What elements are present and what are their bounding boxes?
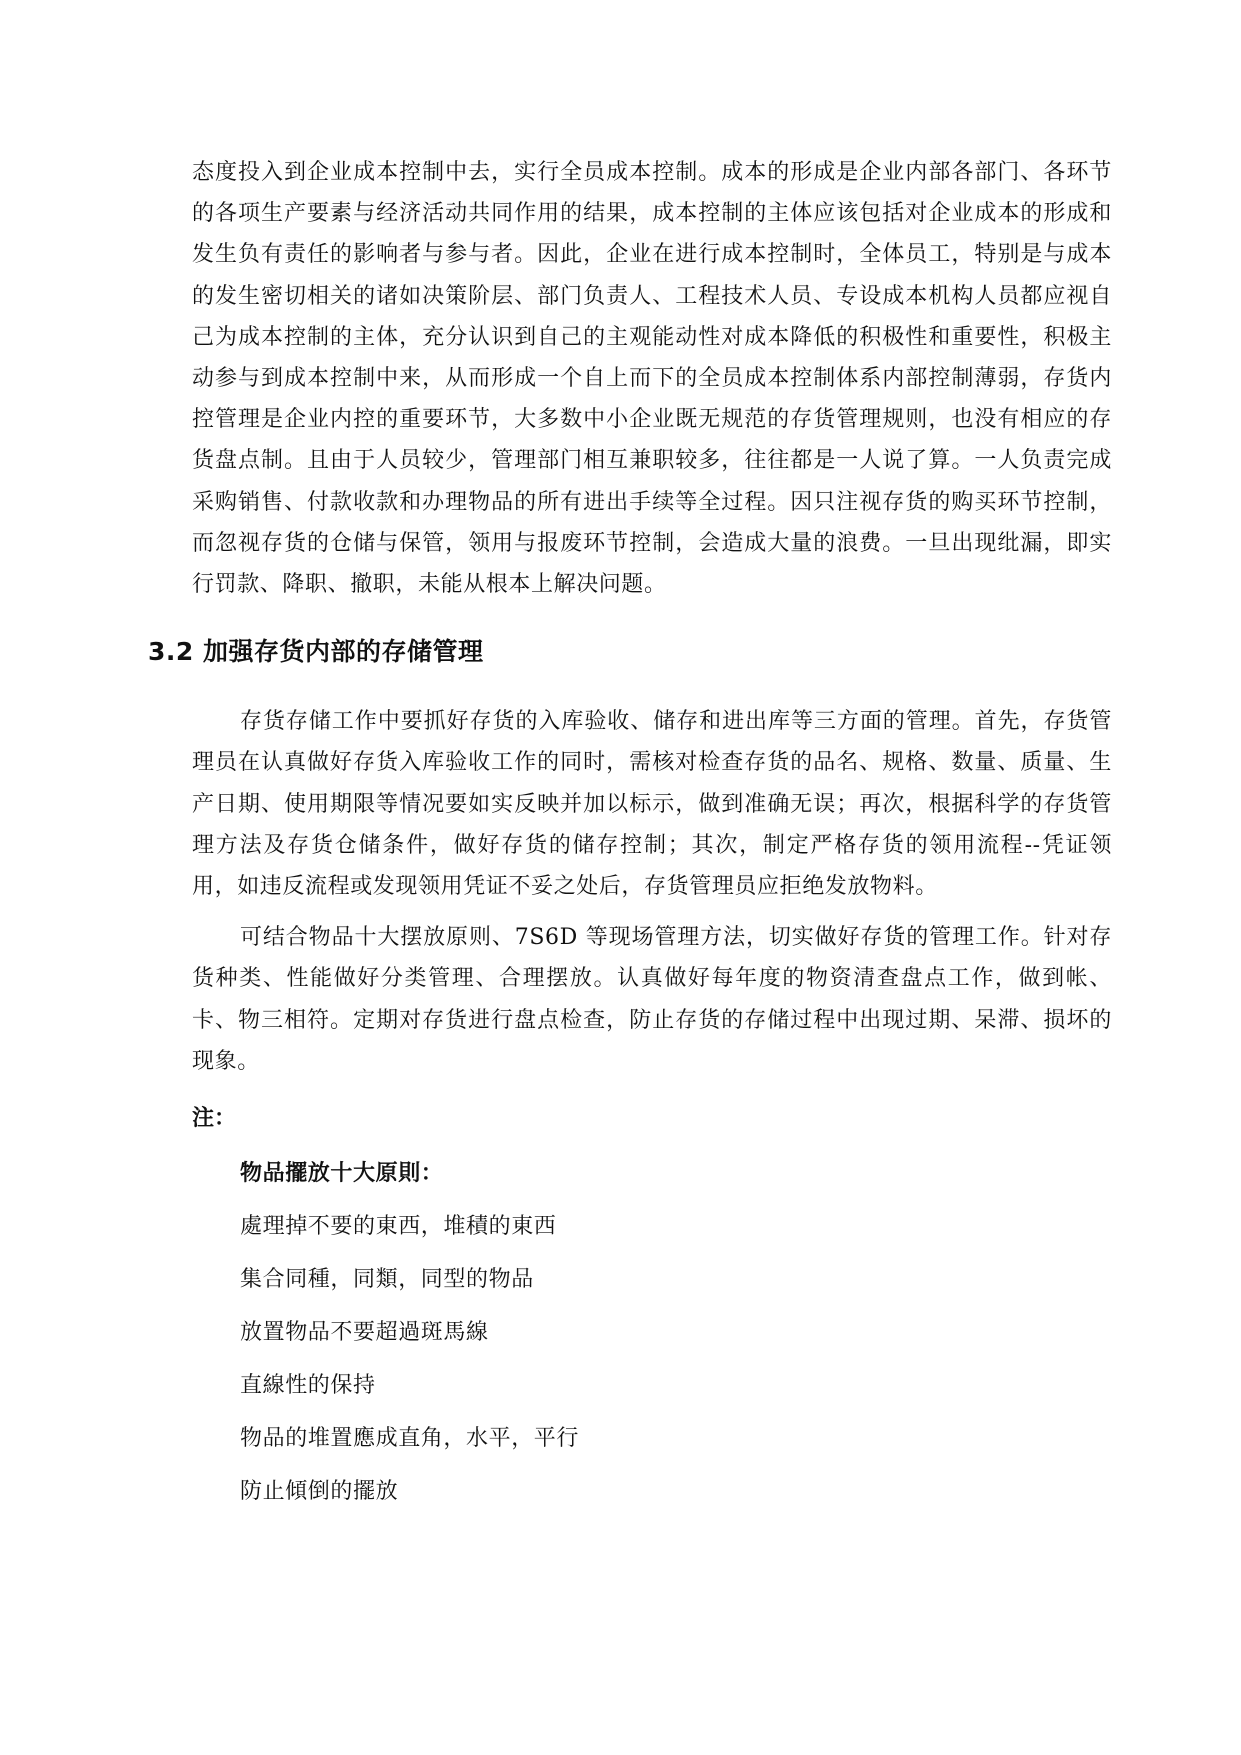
rule-item: 集合同種，同類，同型的物品 bbox=[240, 1267, 534, 1293]
paragraph-storage-management: 存货存储工作中要抓好存货的入库验收、储存和进出库等三方面的管理。首先，存货管理员在认真做好存货入库验收工作的同时，需核对检查存货的品名、规格、数量、质量、生产日期、使用期限等情况要如实反映并加以标示，做到准确无误；再次，根据科学的存货管理方法及存货仓储条件，做好存货的储存控制；其次，制定严格存货的领用流程--凭证领用，如违反流程或发现领用凭证不妥之处后，存货管理员应拒绝发放物料。 bbox=[192, 709, 1112, 900]
note-label: 注： bbox=[192, 1105, 237, 1132]
rule-item: 直線性的保持 bbox=[240, 1373, 376, 1399]
document-body bbox=[148, 152, 1112, 1512]
paragraph-cost-control: 态度投入到企业成本控制中去，实行全员成本控制。成本的形成是企业内部各部门、各环节的各项生产要素与经济活动共同作用的结果，成本控制的主体应该包括对企业成本的形成和发生负有责任的影响者与参与者。因此，企业在进行成本控制时，全体员工，特别是与成本的发生密切相关的诸如决策阶层、部门负责人、工程技术人员、专设成本机构人员都应视自己为成本控制的主体，充分认识到自己的主观能动性对成本降低的积极性和重要性，积极主动参与到成本控制中来，从而形成一个自上而下的全员成本控制体系内部控制薄弱，存货内控管理是企业内控的重要环节，大多数中小企业既无规范的存货管理规则，也没有相应的存货盘点制。且由于人员较少，管理部门相互兼职较多，往往都是一人说了算。一人负责完成采购销售、付款收款和办理物品的所有进出手续等全过程。因只注视存货的购买环节控制，而忽视存货的仓储与保管，领用与报废环节控制，会造成大量的浪费。一旦出现纰漏，即实行罚款、降职、撤职，未能从根本上解决问题。 bbox=[192, 160, 1112, 598]
section-heading: 3.2 加强存货内部的存储管理 bbox=[148, 637, 484, 667]
rule-item: 放置物品不要超過斑馬線 bbox=[240, 1320, 489, 1346]
rule-item: 防止傾倒的擺放 bbox=[240, 1479, 399, 1505]
rule-item: 處理掉不要的東西，堆積的東西 bbox=[240, 1214, 557, 1240]
note-subheading: 物品擺放十大原則： bbox=[240, 1160, 444, 1187]
paragraph-placement-principles: 可结合物品十大摆放原则、7S6D 等现场管理方法，切实做好存货的管理工作。针对存货种类、性能做好分类管理、合理摆放。认真做好每年度的物资清查盘点工作，做到帐、卡、物三相符。定期对存货进行盘点检查，防止存货的存储过程中出现过期、呆滞、损坏的现象。 bbox=[192, 925, 1112, 1074]
rule-item: 物品的堆置應成直角，水平，平行 bbox=[240, 1426, 580, 1452]
